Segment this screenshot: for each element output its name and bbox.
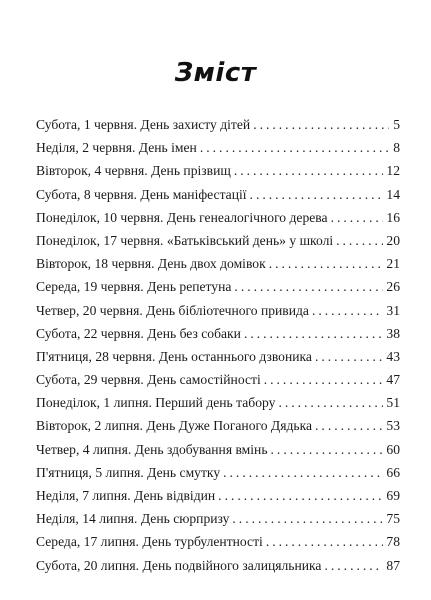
toc-entry-label: Вівторок, 18 червня. День двох домівок [36, 256, 266, 272]
toc-leader-dots [234, 275, 383, 298]
toc-entry-label: Неділя, 7 липня. День відвідин [36, 488, 216, 503]
toc-entry [36, 484, 400, 507]
toc-leader-dots [234, 159, 384, 182]
toc-entry-page: 38 [386, 325, 400, 341]
toc-entry-page: 12 [386, 163, 400, 179]
toc-entry [36, 345, 400, 368]
toc-entry-page: 75 [386, 511, 400, 527]
toc-entry-page: 66 [386, 464, 400, 480]
toc-entry [36, 438, 400, 461]
toc-entry-label: Понеділок, 10 червня. День генеалогічного дерева [36, 209, 328, 225]
toc-entry [36, 136, 400, 159]
toc-entry-page: 47 [386, 372, 400, 388]
toc-entry [36, 554, 400, 577]
toc-entry-page: 53 [386, 418, 400, 434]
toc-entry [36, 206, 400, 229]
toc-entry-label: Субота, 8 червня. День маніфестації [36, 186, 247, 202]
toc-entry-page: 31 [386, 302, 400, 318]
toc-entry-label: Субота, 29 червня. День самостійності [36, 372, 261, 388]
toc-leader-dots [331, 206, 384, 229]
toc-entry-page: 51 [386, 395, 400, 411]
toc-entry [36, 368, 400, 391]
toc-entry-page: 8 [393, 140, 400, 156]
page-title: Зміст [174, 58, 257, 88]
toc-entry [36, 229, 400, 252]
toc-leader-dots [324, 554, 383, 577]
toc-leader-dots [218, 484, 383, 507]
toc-leader-dots [312, 299, 383, 322]
toc-entry [36, 530, 400, 553]
toc-leader-dots [315, 414, 383, 437]
toc-entry-page: 69 [386, 488, 400, 503]
toc-entry-label: Неділя, 2 червня. День імен [36, 140, 197, 156]
toc-leader-dots [232, 507, 383, 530]
toc-leader-dots [278, 391, 383, 414]
toc-entry-label: Середа, 19 червня. День репетуна [36, 279, 232, 295]
toc-leader-dots [264, 368, 384, 391]
toc-entry [36, 461, 400, 484]
toc-leader-dots [253, 113, 389, 136]
toc-entry-label: Четвер, 4 липня. День здобування вмінь [36, 441, 268, 457]
toc-leader-dots [244, 322, 383, 345]
toc-entry-label: Середа, 17 липня. День турбулентності [36, 534, 263, 550]
toc-leader-dots [266, 530, 384, 553]
toc-leader-dots [200, 136, 389, 159]
toc-entry-label: Вівторок, 2 липня. День Дуже Поганого Дядька [36, 418, 313, 434]
toc-entry-page: 87 [386, 557, 400, 573]
toc-entry-page: 21 [386, 256, 400, 272]
toc-entry-label: Субота, 20 липня. День подвійного залицяльника [36, 557, 322, 573]
toc-entry-page: 43 [386, 348, 400, 364]
toc-leader-dots [223, 461, 383, 484]
toc-entry-page: 26 [386, 279, 400, 295]
toc-entry [36, 183, 400, 206]
toc-entry-label: Вівторок, 4 червня. День прізвищ [36, 163, 231, 179]
toc-entry-page: 14 [386, 186, 400, 202]
toc-leader-dots [336, 229, 383, 252]
toc-entry-label: Субота, 22 червня. День без собаки [36, 325, 241, 341]
toc-entry-page: 20 [386, 232, 400, 248]
toc-entry-label: Четвер, 20 червня. День бібліотечного привида [36, 302, 309, 318]
toc-entry-label: Субота, 1 червня. День захисту дітей [36, 117, 251, 132]
toc-entry-page: 16 [386, 209, 400, 225]
toc-entry [36, 414, 400, 437]
toc-entry-label: П'ятниця, 28 червня. День останнього дзвоника [36, 348, 312, 364]
toc-entry-label: П'ятниця, 5 липня. День смутку [36, 464, 221, 480]
toc-leader-dots [315, 345, 383, 368]
toc-entry [36, 275, 400, 298]
toc-entry-page: 5 [393, 117, 400, 132]
toc-entry-label: Понеділок, 1 липня. Перший день табору [36, 395, 276, 411]
toc-leader-dots [271, 438, 384, 461]
table-of-contents [36, 113, 400, 577]
toc-entry [36, 159, 400, 182]
toc-entry-page: 78 [386, 534, 400, 550]
toc-entry-label: Понеділок, 17 червня. «Батьківський день» у школі [36, 232, 334, 248]
toc-entry [36, 113, 400, 136]
toc-entry-label: Неділя, 14 липня. День сюрпризу [36, 511, 230, 527]
toc-leader-dots [250, 183, 384, 206]
toc-entry-page: 60 [386, 441, 400, 457]
toc-entry [36, 322, 400, 345]
toc-entry [36, 507, 400, 530]
toc-entry [36, 391, 400, 414]
toc-entry [36, 299, 400, 322]
toc-leader-dots [269, 252, 384, 275]
toc-entry [36, 252, 400, 275]
